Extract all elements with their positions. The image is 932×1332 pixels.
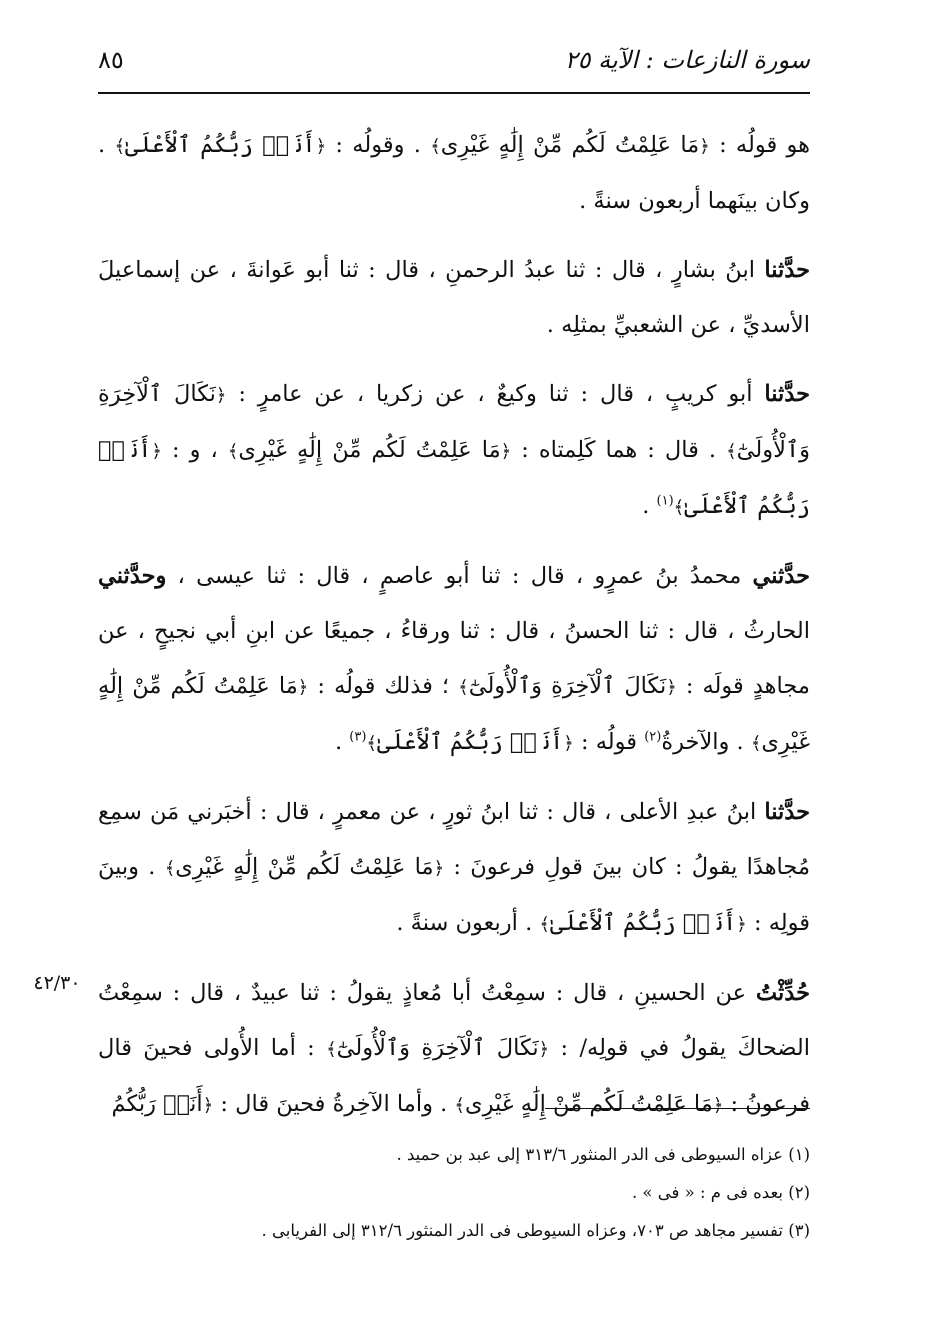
page-number: ٨٥	[98, 46, 124, 74]
bracket-close-icon: ﴾	[227, 441, 239, 462]
footnote-1: (١) عزاه السيوطى فى الدر المنثور ٣١٣/٦ إلى عبد بن حميد .	[396, 1145, 810, 1164]
quote-text: مَا عَلِمْتُ لَكُم مِّنْ إِلَٰهٍ غَيْرِى	[440, 132, 700, 158]
isnad-lead: وحدَّثني	[98, 563, 167, 589]
margin-note: ٤٢/٣٠	[33, 972, 81, 994]
quran-quote	[165, 854, 444, 880]
main-text	[98, 118, 810, 1147]
page-header	[98, 40, 810, 80]
bracket-close-icon: ﴾	[454, 1095, 465, 1116]
header-rule	[98, 92, 810, 94]
text-run: عن الحسينِ ، قال : سمِعْتُ أبا مُعاذٍ يقولُ : ثنا عبيدٌ ، قال : سمِعْتُ الضحاكَ يقولُ في قولِه/ :	[98, 980, 810, 1061]
bracket-open-icon: ﴿	[538, 1039, 550, 1060]
quran-quote	[114, 132, 326, 158]
bracket-close-icon: ﴾	[726, 441, 737, 462]
quote-text: مَا عَلِمْتُ لَكُم مِّنْ إِلَٰهٍ غَيْرِى	[175, 854, 434, 880]
text-run: . وكان بينَهما أربعون سنةً .	[98, 132, 810, 214]
text-run: هو قولُه :	[709, 132, 811, 158]
footnote-marker: (٣)	[349, 729, 367, 745]
isnad-lead: حدَّثنا	[764, 381, 810, 407]
bracket-open-icon: ﴿	[315, 136, 327, 157]
paragraph-5	[98, 785, 810, 952]
quote-text: أَنَا۠ رَبُّكُمُ ٱلْأَعْلَىٰ	[125, 132, 316, 158]
text-run: . وقولُه :	[326, 132, 421, 158]
bracket-close-icon: ﴾	[458, 677, 469, 698]
bracket-open-icon: ﴿	[666, 677, 677, 698]
paragraph-4	[98, 549, 810, 771]
paragraph-2	[98, 243, 810, 353]
text-run: . أربعون سنةً .	[396, 910, 533, 936]
bracket-open-icon: ﴿	[563, 733, 574, 754]
quran-quote	[366, 729, 573, 755]
bracket-open-icon: ﴿	[151, 441, 162, 462]
quran-quote	[458, 673, 677, 699]
text-run: ؛ فذلك قولُه :	[308, 673, 450, 699]
quran-quote	[228, 437, 511, 463]
text-run: : أما الأُولى فحينَ قال فرعونُ :	[98, 1035, 810, 1117]
footnotes	[98, 1136, 810, 1250]
quote-text: نَكَالَ ٱلْآخِرَةِ وَٱلْأُولَىٰٓ	[98, 381, 810, 463]
quran-quote	[539, 910, 746, 936]
text-run: قولُه :	[573, 729, 638, 755]
text-run: محمدُ بنُ عمرٍو ، قال : ثنا أبو عاصمٍ ، قال : ثنا عيسى ،	[166, 563, 753, 589]
quote-text: مَا عَلِمْتُ لَكُم مِّنْ إِلَٰهٍ غَيْرِى	[464, 1091, 713, 1117]
footnote-marker: (١)	[656, 493, 674, 509]
bracket-open-icon: ﴿	[202, 1095, 214, 1116]
quran-quote	[454, 1091, 723, 1117]
text-run: ، و :	[161, 437, 218, 463]
running-title: سورة النازعات : الآية ٢٥	[564, 46, 810, 74]
text-run: . وأما الآخِرةُ فحينَ قال :	[213, 1091, 448, 1117]
text-run: . وبينَ قولِه :	[98, 854, 810, 936]
text-run: الحارثُ ، قال : ثنا الحسنُ ، قال : ثنا ورقاءُ ، جميعًا عن ابنِ أبي نجيحٍ ، عن مجاهدٍ قولَه :	[98, 618, 810, 699]
bracket-open-icon: ﴿	[699, 136, 710, 157]
quote-text: نَكَالَ ٱلْآخِرَةِ وَٱلْأُولَىٰٓ	[468, 673, 667, 699]
bracket-open-icon: ﴿	[500, 441, 512, 462]
bracket-close-icon: ﴾	[164, 858, 176, 879]
text-run: .	[334, 729, 343, 755]
text-run: . قال : هما كَلِمتاه :	[511, 437, 717, 463]
bracket-close-icon: ﴾	[430, 136, 441, 157]
footnote-marker: (٢)	[644, 729, 662, 745]
isnad-lead: حُدِّثْتُ	[755, 980, 810, 1006]
quote-text: مَا عَلِمْتُ لَكُم مِّنْ إِلَٰهٍ غَيْرِى	[238, 437, 501, 463]
bracket-open-icon: ﴿	[736, 914, 747, 935]
bracket-close-icon: ﴾	[326, 1039, 337, 1060]
isnad-lead: حدَّثنا	[764, 257, 810, 283]
paragraph-3	[98, 367, 810, 535]
isnad-lead: حدَّثنا	[764, 799, 810, 825]
footnote-2: (٢) بعده فى م : « فى » .	[631, 1183, 810, 1202]
bracket-open-icon: ﴿	[712, 1095, 724, 1116]
bracket-close-icon: ﴾	[366, 733, 377, 754]
quran-quote	[111, 1091, 213, 1117]
bracket-close-icon: ﴾	[673, 497, 685, 518]
bracket-open-icon: ﴿	[215, 385, 227, 406]
bracket-close-icon: ﴾	[114, 136, 125, 157]
quran-quote	[430, 132, 710, 158]
quote-text: أَنَا۠ رَبُّكُمُ ٱلْأَعْلَىٰ	[549, 910, 737, 936]
quote-text: أَنَا۠ رَبُّكُمُ ٱلْأَعْلَىٰ	[376, 729, 564, 755]
quote-text: أَنَا۠ رَبُّكُمُ	[111, 1091, 203, 1117]
bracket-close-icon: ﴾	[750, 733, 762, 754]
footnote-3: (٣) تفسير مجاهد ص ٧٠٣، وعزاه السيوطى فى الدر المنثور ٣١٢/٦ إلى الفريابى .	[261, 1221, 810, 1240]
bracket-open-icon: ﴿	[433, 858, 445, 879]
footnote-rule	[545, 1108, 810, 1109]
quran-quote	[326, 1035, 549, 1061]
paragraph-1	[98, 118, 810, 229]
text-run: .	[642, 493, 650, 519]
bracket-open-icon: ﴿	[297, 677, 309, 698]
text-run: ابنُ عبدِ الأعلى ، قال : ثنا ابنُ ثورٍ ، عن معمرٍ ، قال : أخبَرني مَن سمِع مُجاهدًا يقولُ : كان بينَ قولِ فرعونَ :	[98, 799, 810, 880]
quote-text: مَا عَلِمْتُ لَكُم مِّنْ إِلَٰهٍ غَيْرِى	[98, 673, 810, 755]
isnad-lead: حدَّثني	[752, 563, 810, 589]
quote-text: أَنَا۠ رَبُّكُمُ ٱلْأَعْلَىٰ	[98, 437, 810, 519]
text-run: . والآخرةُ	[661, 729, 744, 755]
text-run: أبو كريبٍ ، قال : ثنا وكيعٌ ، عن زكريا ، عن عامرٍ :	[226, 381, 765, 407]
text-run: ابنُ بشارٍ ، قال : ثنا عبدُ الرحمنِ ، قال : ثنا أبو عَوانةَ ، عن إسماعيلَ الأسديِّ ، عن الشعبيِّ بمثلِه .	[98, 257, 810, 338]
bracket-close-icon: ﴾	[539, 914, 550, 935]
quote-text: نَكَالَ ٱلْآخِرَةِ وَٱلْأُولَىٰٓ	[336, 1035, 539, 1061]
